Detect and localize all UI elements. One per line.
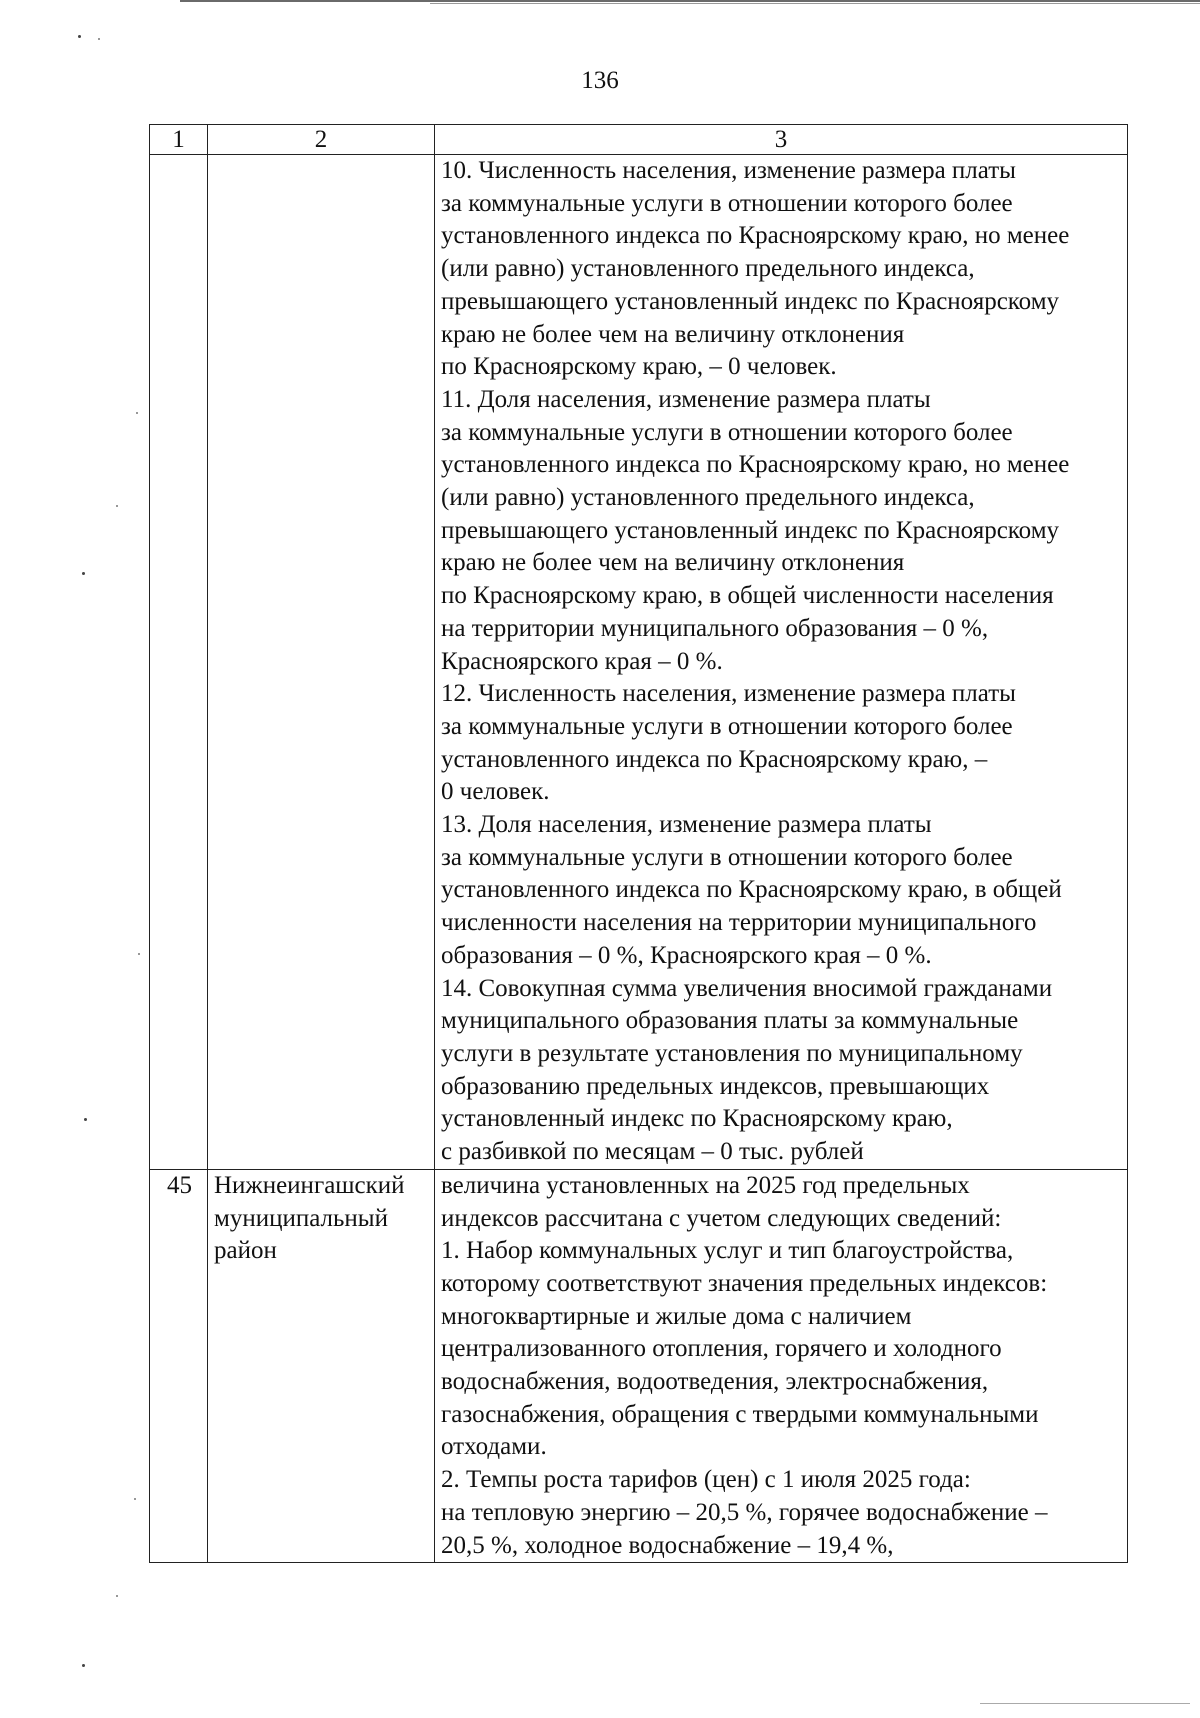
text-line: по Красноярскому краю, – 0 человек. bbox=[441, 353, 837, 381]
text-line: многоквартирные и жилые дома с наличием bbox=[441, 1302, 912, 1330]
text-line: (или равно) установленного предельного индекса, bbox=[441, 255, 975, 283]
text-line: установленного индекса по Красноярскому краю, но менее bbox=[441, 222, 1070, 250]
column-header-3: 3 bbox=[435, 125, 1128, 155]
row-number bbox=[150, 155, 208, 1170]
scan-edge-bottom bbox=[980, 1703, 1190, 1704]
text-line: 2. Темпы роста тарифов (цен) с 1 июля 2025 года: bbox=[441, 1466, 971, 1494]
text-line: по Красноярскому краю, в общей численности населения bbox=[441, 582, 1054, 610]
text-line: 14. Совокупная сумма увеличения вносимой гражданами bbox=[441, 974, 1053, 1002]
text-line: 11. Доля населения, изменение размера платы bbox=[441, 385, 931, 413]
scan-speck bbox=[136, 412, 138, 414]
text-line: краю не более чем на величину отклонения bbox=[441, 320, 905, 348]
text-line: превышающего установленный индекс по Красноярскому bbox=[441, 287, 1060, 315]
text-line: величина установленных на 2025 год предельных bbox=[441, 1171, 970, 1199]
table-row bbox=[150, 1169, 1128, 1562]
text-line: муниципального образования платы за коммунальные bbox=[441, 1007, 1019, 1035]
text-line: за коммунальные услуги в отношении которого более bbox=[441, 189, 1013, 217]
scan-speck bbox=[116, 505, 118, 507]
text-line: Красноярского края – 0 %. bbox=[441, 647, 723, 675]
text-line: 13. Доля населения, изменение размера платы bbox=[441, 811, 932, 839]
text-line: услуги в результате установления по муниципальному bbox=[441, 1039, 1023, 1067]
column-header-1: 1 bbox=[150, 125, 208, 155]
scan-edge-top bbox=[180, 0, 1200, 2]
text-line: Нижнеингашский bbox=[214, 1171, 405, 1199]
scan-speck bbox=[134, 1498, 136, 1500]
text-line: (или равно) установленного предельного индекса, bbox=[441, 484, 975, 512]
text-line: газоснабжения, обращения с твердыми коммунальными bbox=[441, 1400, 1039, 1428]
text-line: 1. Набор коммунальных услуг и тип благоустройства, bbox=[441, 1237, 1014, 1265]
text-line: отходами. bbox=[441, 1433, 547, 1461]
scan-speck bbox=[84, 1118, 87, 1121]
text-line: установленный индекс по Красноярскому краю, bbox=[441, 1105, 953, 1133]
text-line: установленного индекса по Красноярскому краю, но менее bbox=[441, 451, 1070, 479]
text-line: превышающего установленный индекс по Красноярскому bbox=[441, 516, 1060, 544]
indicator-text bbox=[435, 155, 1128, 1170]
text-line: централизованного отопления, горячего и холодного bbox=[441, 1335, 1002, 1363]
text-line: за коммунальные услуги в отношении которого более bbox=[441, 843, 1013, 871]
text-line: на тепловую энергию – 20,5 %, горячее водоснабжение – bbox=[441, 1498, 1048, 1526]
text-line: муниципальный bbox=[214, 1204, 388, 1232]
municipality-name bbox=[208, 1169, 435, 1562]
scan-speck bbox=[138, 953, 140, 955]
text-line: за коммунальные услуги в отношении которого более bbox=[441, 712, 1013, 740]
indicator-text bbox=[435, 1169, 1128, 1562]
text-line: с разбивкой по месяцам – 0 тыс. рублей bbox=[441, 1138, 864, 1166]
text-line: установленного индекса по Красноярскому краю, в общей bbox=[441, 876, 1062, 904]
text-line: 20,5 %, холодное водоснабжение – 19,4 %, bbox=[441, 1531, 894, 1559]
municipality-name bbox=[208, 155, 435, 1170]
text-line: образования – 0 %, Красноярского края – 0 %. bbox=[441, 941, 932, 969]
scan-speck bbox=[82, 1664, 85, 1667]
text-line: индексов рассчитана с учетом следующих сведений: bbox=[441, 1204, 1002, 1232]
text-line: численности населения на территории муниципального bbox=[441, 909, 1037, 937]
scan-speck bbox=[116, 1595, 118, 1597]
text-line: установленного индекса по Красноярскому краю, – bbox=[441, 745, 988, 773]
text-line: которому соответствуют значения предельных индексов: bbox=[441, 1269, 1048, 1297]
scan-speck bbox=[82, 572, 85, 575]
row-number: 45 bbox=[150, 1169, 208, 1562]
text-line: образованию предельных индексов, превышающих bbox=[441, 1072, 990, 1100]
text-line: за коммунальные услуги в отношении которого более bbox=[441, 418, 1013, 446]
text-line: район bbox=[214, 1237, 277, 1265]
table-row bbox=[150, 155, 1128, 1170]
text-line: краю не более чем на величину отклонения bbox=[441, 549, 905, 577]
text-line: водоснабжения, водоотведения, электроснабжения, bbox=[441, 1368, 989, 1396]
text-line: 10. Численность населения, изменение размера платы bbox=[441, 157, 1016, 184]
scan-speck bbox=[78, 35, 81, 38]
document-table bbox=[149, 124, 1128, 1563]
scan-speck bbox=[98, 38, 100, 40]
text-line: 12. Численность населения, изменение размера платы bbox=[441, 680, 1016, 708]
page-number: 136 bbox=[581, 67, 619, 94]
text-line: 0 человек. bbox=[441, 778, 550, 806]
scan-edge-top-inner bbox=[430, 3, 1200, 4]
column-header-2: 2 bbox=[208, 125, 435, 155]
text-line: на территории муниципального образования – 0 %, bbox=[441, 614, 989, 642]
table-header-row bbox=[150, 125, 1128, 155]
